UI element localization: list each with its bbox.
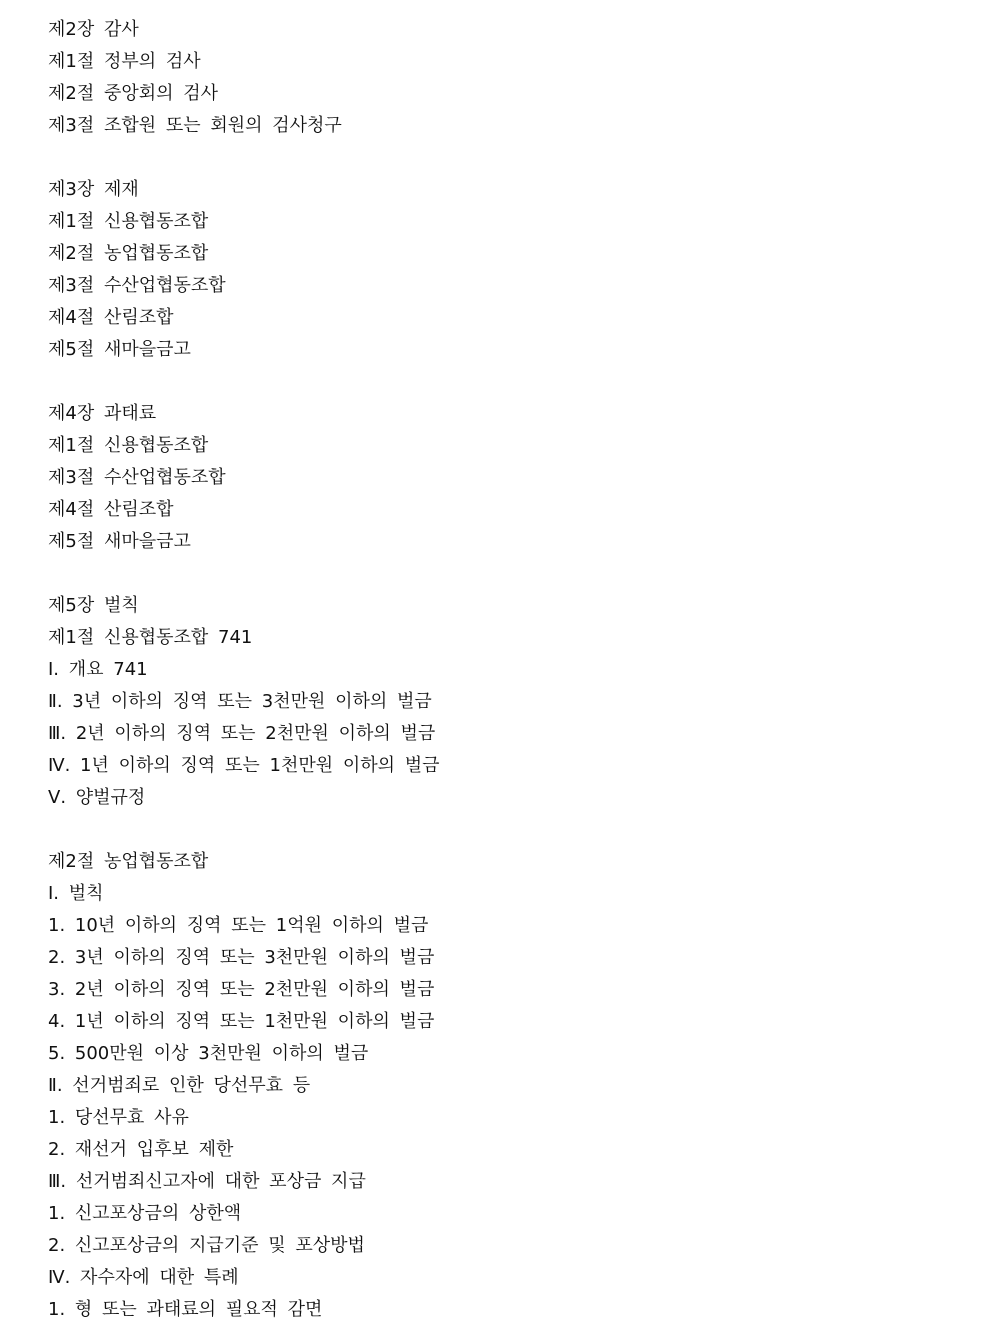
section-item: 제2절 농업협동조합: [48, 243, 209, 264]
section-item: 제2절 중앙회의 검사: [48, 83, 218, 104]
subsection-item: Ⅱ. 3년 이하의 징역 또는 3천만원 이하의 벌금: [48, 691, 432, 712]
subsection-item: Ⅳ. 1년 이하의 징역 또는 1천만원 이하의 벌금: [48, 755, 440, 776]
blank-line: [48, 366, 948, 398]
section-item: 제1절 정부의 검사: [48, 51, 201, 72]
document-page: [48, 14, 948, 1326]
numbered-item: 2. 신고포상금의 지급기준 및 포상방법: [48, 1235, 365, 1256]
numbered-item: 2. 재선거 입후보 제한: [48, 1139, 234, 1160]
section-item: 제3절 수산업협동조합: [48, 275, 226, 296]
section-item: 제5절 새마을금고: [48, 531, 191, 552]
blank-line: [48, 142, 948, 174]
section-item: 제1절 신용협동조합: [48, 435, 209, 456]
blank-line: [48, 814, 948, 846]
numbered-item: 4. 1년 이하의 징역 또는 1천만원 이하의 벌금: [48, 1011, 435, 1032]
blank-line: [48, 558, 948, 590]
numbered-item: 5. 500만원 이상 3천만원 이하의 벌금: [48, 1043, 369, 1064]
section-item: 제1절 신용협동조합 741: [48, 627, 253, 648]
subsection-item: Ⅰ. 개요 741: [48, 659, 148, 680]
section-item: 제2절 농업협동조합: [48, 851, 209, 872]
subsection-item: Ⅴ. 양벌규정: [48, 787, 146, 808]
section-item: 제5절 새마을금고: [48, 339, 191, 360]
section-item: 제3절 조합원 또는 회원의 검사청구: [48, 115, 342, 136]
section-item: 제4절 산림조합: [48, 307, 174, 328]
numbered-item: 1. 10년 이하의 징역 또는 1억원 이하의 벌금: [48, 915, 429, 936]
chapter-heading: 제5장 벌칙: [48, 595, 139, 616]
chapter-heading: 제4장 과태료: [48, 403, 157, 424]
subsection-item: Ⅰ. 벌칙: [48, 883, 104, 904]
numbered-item: 3. 2년 이하의 징역 또는 2천만원 이하의 벌금: [48, 979, 435, 1000]
subsection-item: Ⅲ. 2년 이하의 징역 또는 2천만원 이하의 벌금: [48, 723, 436, 744]
chapter-heading: 제3장 제재: [48, 179, 139, 200]
subsection-item: Ⅳ. 자수자에 대한 특례: [48, 1267, 239, 1288]
numbered-item: 2. 3년 이하의 징역 또는 3천만원 이하의 벌금: [48, 947, 435, 968]
section-item: 제4절 산림조합: [48, 499, 174, 520]
subsection-item: Ⅲ. 선거범죄신고자에 대한 포상금 지급: [48, 1171, 366, 1192]
numbered-item: 1. 당선무효 사유: [48, 1107, 189, 1128]
section-item: 제1절 신용협동조합: [48, 211, 209, 232]
section-item: 제3절 수산업협동조합: [48, 467, 226, 488]
numbered-item: 1. 신고포상금의 상한액: [48, 1203, 242, 1224]
chapter-heading: 제2장 감사: [48, 19, 139, 40]
subsection-item: Ⅱ. 선거범죄로 인한 당선무효 등: [48, 1075, 311, 1096]
numbered-item: 1. 형 또는 과태료의 필요적 감면: [48, 1299, 323, 1320]
